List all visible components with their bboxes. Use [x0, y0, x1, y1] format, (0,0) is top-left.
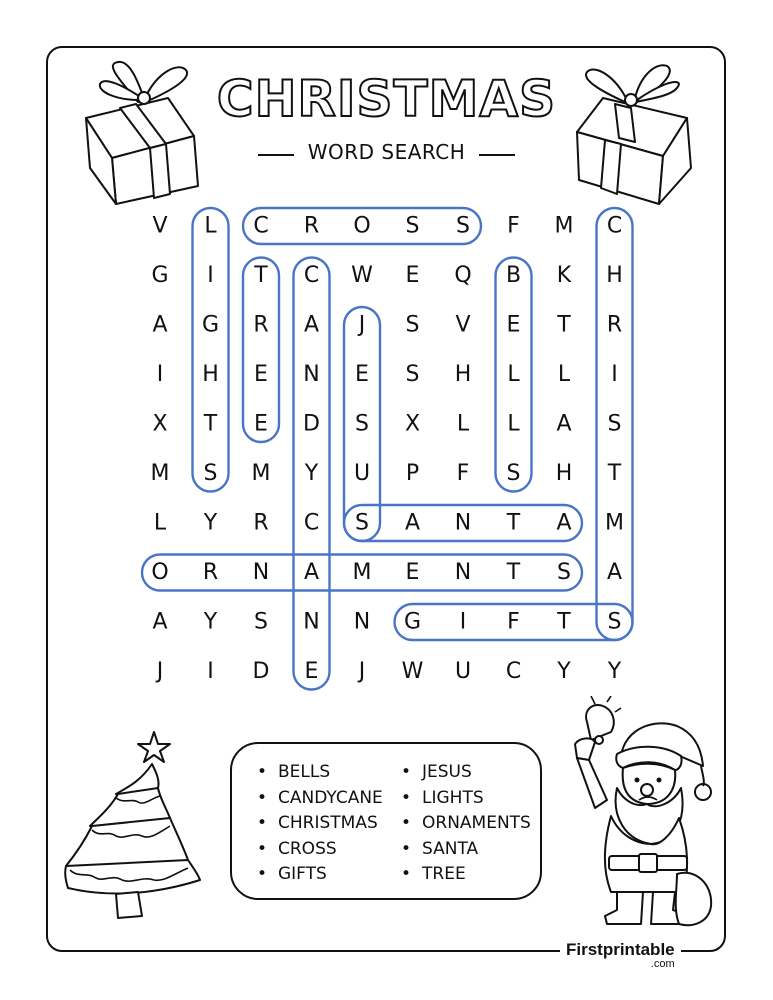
word-list-item: • SANTA [396, 837, 531, 863]
grid-letter: N [353, 609, 371, 635]
grid-letter: D [303, 411, 320, 437]
grid-letter: T [607, 461, 622, 486]
grid-letter: Y [203, 510, 218, 536]
grid-letter: N [303, 362, 320, 387]
word-list-item: • JESUS [396, 760, 531, 786]
grid-letter: G [403, 609, 422, 635]
grid-letter: A [404, 510, 421, 536]
grid-letter: I [207, 263, 214, 288]
grid-letter: S [355, 411, 369, 437]
grid-letter: Y [607, 659, 622, 684]
grid-letter: H [555, 461, 573, 486]
grid-letter: G [201, 312, 220, 338]
grid-letter: S [254, 609, 268, 635]
grid-letter: H [202, 362, 219, 387]
grid-letter: M [352, 560, 372, 585]
grid-letter: E [254, 362, 268, 387]
grid-letter: C [303, 510, 320, 536]
grid-letter: I [459, 609, 467, 635]
grid-letter: R [303, 213, 320, 239]
word-list-item: • CROSS [252, 837, 383, 863]
grid-letter: P [405, 461, 420, 486]
grid-letter: X [152, 411, 168, 437]
grid-letter: M [251, 461, 271, 486]
grid-letter: T [557, 312, 571, 338]
grid-letter: I [207, 659, 214, 684]
grid-letter: O [151, 560, 169, 585]
grid-letter: A [303, 312, 320, 338]
grid-letter: A [303, 560, 320, 585]
grid-letter: O [353, 213, 371, 239]
grid-letter: M [605, 510, 624, 536]
grid-letter: R [253, 312, 269, 338]
grid-letter: F [456, 461, 470, 486]
grid-letter: Y [557, 659, 571, 684]
word-list-box [230, 742, 542, 900]
grid-letter: E [405, 263, 420, 288]
grid-letter: T [254, 263, 268, 288]
brand-name: Firstprintable [566, 940, 675, 959]
grid-letter: A [556, 411, 572, 437]
grid-letter: N [454, 510, 472, 536]
word-list-item: • GIFTS [252, 862, 383, 888]
grid-letter: E [355, 362, 369, 387]
grid-letter: S [557, 560, 571, 585]
grid-letter: F [507, 609, 520, 635]
grid-letter: A [152, 312, 168, 338]
grid-letter: U [353, 461, 371, 486]
grid-letter: N [252, 560, 270, 585]
grid-letter: I [611, 362, 618, 387]
grid-letter: T [203, 411, 218, 437]
grid-letter: C [505, 659, 522, 684]
grid-letter: A [606, 560, 623, 585]
grid-letter: H [454, 362, 472, 387]
page-title: CHRISTMAS [216, 70, 557, 128]
grid-letter: J [156, 659, 164, 684]
grid-letter: A [152, 609, 168, 635]
grid-letter: L [557, 362, 571, 387]
grid-letter: D [252, 659, 270, 684]
grid-letter: U [454, 659, 472, 684]
word-list-column-1 [252, 760, 383, 888]
grid-letter: X [404, 411, 421, 437]
grid-letter: S [506, 461, 521, 486]
grid-letter: B [505, 263, 522, 288]
grid-letter: A [556, 510, 572, 536]
word-list-item: • CHRISTMAS [252, 811, 383, 837]
grid-letter: H [606, 263, 623, 288]
santa-with-bell-icon [555, 696, 715, 934]
grid-letter: M [150, 461, 170, 486]
grid-letter: C [606, 213, 623, 239]
brand-suffix: .com [650, 958, 675, 970]
grid-letter: T [506, 510, 521, 536]
grid-letter: W [351, 263, 373, 288]
letter-layer [151, 214, 624, 685]
grid-letter: C [253, 213, 269, 239]
grid-letter: S [456, 213, 470, 239]
grid-letter: K [556, 263, 572, 288]
christmas-tree-icon [60, 722, 210, 932]
page-subtitle: WORD SEARCH [307, 140, 466, 164]
grid-letter: E [304, 659, 319, 684]
grid-letter: Y [203, 609, 218, 635]
word-list-item: • BELLS [252, 760, 383, 786]
grid-letter: S [607, 609, 622, 635]
grid-letter: L [507, 362, 520, 387]
grid-letter: N [454, 560, 472, 585]
grid-letter: S [607, 411, 622, 437]
grid-letter: M [554, 213, 574, 239]
grid-letter: L [507, 411, 520, 437]
grid-letter: F [507, 213, 520, 239]
grid-letter: I [156, 362, 164, 387]
word-list-item: • TREE [396, 862, 531, 888]
grid-letter: E [254, 411, 268, 437]
grid-letter: R [253, 510, 269, 536]
grid-letter: R [606, 312, 623, 338]
grid-letter: L [204, 213, 217, 239]
grid-letter: L [456, 411, 470, 437]
grid-letter: V [152, 213, 168, 239]
grid-letter: Y [304, 461, 319, 486]
grid-letter: C [303, 263, 320, 288]
brand-logo [560, 941, 681, 970]
grid-letter: Q [454, 263, 472, 288]
grid-letter: J [358, 659, 366, 684]
found-word-highlight-lights [193, 208, 229, 492]
grid-letter: T [557, 609, 571, 635]
grid-letter: L [153, 510, 167, 536]
grid-letter: E [405, 560, 420, 585]
word-list-item: • LIGHTS [396, 786, 531, 812]
grid-letter: S [405, 213, 420, 239]
grid-letter: V [455, 312, 471, 338]
grid-letter: J [358, 312, 366, 338]
grid-letter: N [303, 609, 320, 635]
grid-letter: R [202, 560, 219, 585]
grid-letter: G [151, 263, 169, 288]
grid-letter: T [506, 560, 521, 585]
word-list-item: • ORNAMENTS [396, 811, 531, 837]
grid-letter: E [506, 312, 521, 338]
word-list-item: • CANDYCANE [252, 786, 383, 812]
grid-letter: S [405, 362, 420, 387]
grid-letter: W [401, 659, 424, 684]
grid-letter: S [405, 312, 420, 338]
grid-letter: S [355, 510, 369, 536]
grid-letter: S [203, 461, 218, 486]
word-list-column-2 [396, 760, 531, 888]
